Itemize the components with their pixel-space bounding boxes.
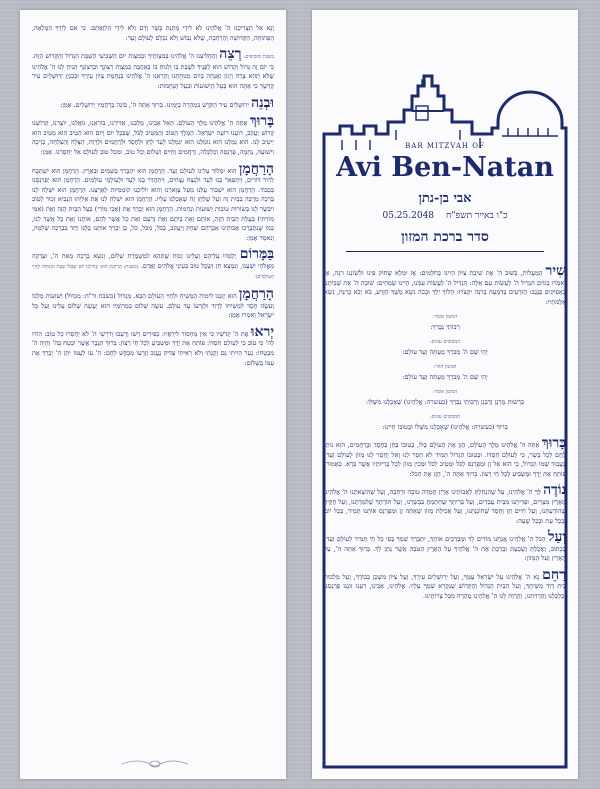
honoree-name: Avi Ben-Natan xyxy=(336,152,554,183)
honoree-hebrew-name: אבי בן-נתן xyxy=(418,191,472,206)
left-paragraph-5: בַּמָּרוֹם יְלַמְּדוּ עֲלֵיהֶם וְעָלֵינוּ זְכוּת שֶׁתְּהֵא לְמִשְׁמֶרֶת שָׁלוֹם, וְנִשָּׂא בְרָכָה מֵאֵת ה', וּצְדָקָה מֵאֱלֹהֵי יִשְׁעֵנוּ, וְנִמְצָא חֵן וְשֵׂכֶל טוֹב בְּעֵינֵי אֱלֹהִים וְאָדָם. (בשבת: הָרַחֲמָן הוּא יַנְחִילֵנוּ יוֹם שֶׁכֻּלּוֹ שַׁבָּת וּמְנוּחָה לְחַיֵּי הָעוֹלָמִים) xyxy=(32,246,274,281)
right-paragraph-3: המזמן חוזר: יְהִי שֵׁם ה' מְבֹרָךְ מֵעַתָּה וְעַד עוֹלָם: xyxy=(402,364,488,381)
left-paragraph-0: וְנָא אַל תַּצְרִיכֵנוּ ה' אֱלֹהֵינוּ לֹא לִידֵי מַתְּנַת בָּשָׂר וָדָם וְלֹא לִידֵי הַלְוָאָתָם. כִּי אִם לְיָדְךָ הַמְּלֵאָה, הַפְּתוּחָה, הַקְּדוֹשָׁה וְהָרְחָבָה, שֶׁלֹּא נֵבוֹשׁ וְלֹא נִכָּלֵם לְעוֹלָם וָעֶד: xyxy=(32,24,274,42)
right-card xyxy=(312,10,578,779)
right-text-block xyxy=(324,263,566,607)
right-paragraph-4: המזמן אומר: בִּרְשׁוּת מָרָנָן וְרַבָּנָן וְרַבּוֹתַי נְבָרֵךְ (בעשרה: אֱלֹהֵינוּ) שֶׁאָכַלְנוּ מִשֶּׁלּוֹ: xyxy=(365,389,525,406)
hebrew-date: כ"ו באייר תשפ"ח xyxy=(446,211,508,221)
right-paragraph-0: שִׁיר הַמַּעֲלוֹת, בְּשׁוּב ה' אֶת שִׁיבַת צִיּוֹן הָיִינוּ כְּחֹלְמִים: אָז יִמָּלֵא שְׂחוֹק פִּינוּ וּלְשׁוֹנֵנוּ רִנָּה, אָז יֹאמְרוּ בַגּוֹיִם הִגְדִּיל ה' לַעֲשׂוֹת עִם אֵלֶּה: הִגְדִּיל ה' לַעֲשׂוֹת עִמָּנוּ, הָיִינוּ שְׂמֵחִים: שׁוּבָה ה' אֶת שְׁבִיתֵנוּ כַּאֲפִיקִים בַּנֶּגֶב: הַזֹּרְעִים בְּדִמְעָה בְּרִנָּה יִקְצֹרוּ: הָלוֹךְ יֵלֵךְ וּבָכֹה נֹשֵׂא מֶשֶׁךְ הַזָּרַע, בֹּא יָבֹא בְרִנָּה, נֹשֵׂא אֲלֻמֹּתָיו: xyxy=(324,263,566,306)
right-paragraph-6: בָּרוּךְ אַתָּה ה' אֱלֹהֵינוּ מֶלֶךְ הָעוֹלָם, הַזָּן אֶת הָעוֹלָם כֻּלּוֹ, בְּטוּבוֹ בְּחֵן בְּחֶסֶד וּבְרַחֲמִים, הוּא נוֹתֵן לֶחֶם לְכָל בָּשָׂר, כִּי לְעוֹלָם חַסְדּוֹ. וּבְטוּבוֹ הַגָּדוֹל תָּמִיד לֹא חָסַר לָנוּ וְאַל יֶחְסַר לָנוּ מָזוֹן לְעוֹלָם וָעֶד, בַּעֲבוּר שְׁמוֹ הַגָּדוֹל, כִּי הוּא אֵל זָן וּמְפַרְנֵס לַכֹּל וּמֵטִיב לַכֹּל וּמֵכִין מָזוֹן לְכָל בְּרִיּוֹתָיו אֲשֶׁר בָּרָא. כָּאָמוּר, פּוֹתֵחַ אֶת יָדֶךָ וּמַשְׂבִּיעַ לְכָל חַי רָצוֹן. בָּרוּךְ אַתָּה ה', הַזָּן אֶת הַכֹּל: xyxy=(324,435,566,478)
left-paragraph-3: בָּרוּךְ אַתָּה ה' אֱלֹהֵינוּ מֶלֶךְ הָעוֹלָם. הָאֵל אָבִינוּ, מַלְכֵּנוּ, אַדִּירֵנוּ, בּוֹרְאֵנוּ, גּוֹאֲלֵנוּ, יוֹצְרֵנוּ, קְדוֹשֵׁנוּ קְדוֹשׁ יַעֲקֹב, רוֹעֵנוּ רוֹעֵה יִשְׂרָאֵל. הַמֶּלֶךְ הַטּוֹב וְהַמֵּטִיב לַכֹּל, שֶׁבְּכָל יוֹם וָיוֹם הוּא הֵטִיב הוּא מֵטִיב הוּא יֵיטִיב לָנוּ. הוּא גְמָלָנוּ הוּא גוֹמְלֵנוּ הוּא יִגְמְלֵנוּ לָעַד לְחֵן וּלְחֶסֶד וּלְרַחֲמִים וּלְרֶוַח, הַצָּלָה וְהַצְלָחָה, בְּרָכָה וִישׁוּעָה, נֶחָמָה, פַּרְנָסָה וְכַלְכָּלָה, וְרַחֲמִים וְחַיִּים וְשָׁלוֹם וְכָל טוֹב, וּמִכָּל טוּב לְעוֹלָם אַל יְחַסְּרֵנוּ. אָמֵן: xyxy=(32,113,274,156)
left-card xyxy=(20,10,286,779)
subtitle: BAR MITZVAH OF xyxy=(405,142,485,150)
left-paragraph-1: בשבת מוסיפים: רְצֵה וְהַחֲלִיצֵנוּ ה' אֱלֹהֵינוּ בְּמִצְוֹתֶיךָ וּבְמִצְוַת יוֹם הַשְּׁבִיעִי הַשַּׁבָּת הַגָּדוֹל וְהַקָּדוֹשׁ הַזֶּה. כִּי יוֹם זֶה גָּדוֹל וְקָדוֹשׁ הוּא לְפָנֶיךָ לִשְׁבָּת בּוֹ וְלָנוּחַ בּוֹ בְּאַהֲבָה כְּמִצְוַת רְצוֹנֶךָ וּבִרְצוֹנְךָ הָנִיחַ לָנוּ ה' אֱלֹהֵינוּ שֶׁלֹּא תְהֵא צָרָה וְיָגוֹן וַאֲנָחָה בְּיוֹם מְנוּחָתֵנוּ וְהַרְאֵנוּ ה' אֱלֹהֵינוּ בְּנֶחָמַת צִיּוֹן עִירֶךָ וּבְבִנְיַן יְרוּשָׁלַיִם עִיר קָדְשֶׁךָ כִּי אַתָּה הוּא בַּעַל הַיְשׁוּעוֹת וּבַעַל הַנֶּחָמוֹת: xyxy=(32,46,274,90)
event-date-line xyxy=(312,210,578,221)
left-paragraph-2: וּבְנֵה יְרוּשָׁלַיִם עִיר הַקֹּדֶשׁ בִּמְהֵרָה בְיָמֵינוּ. בָּרוּךְ אַתָּה ה', בּוֹנֵה בְרַחֲמָיו יְרוּשָׁלָיִם. אָמֵן: xyxy=(60,94,274,111)
booklet-title: סדר ברכת המזון xyxy=(401,229,489,245)
right-paragraph-2: המסובים עונים: יְהִי שֵׁם ה' מְבֹרָךְ מֵעַתָּה וְעַד עוֹלָם: xyxy=(402,339,488,356)
right-paragraph-1: המזמן אומר: רַבּוֹתַי נְבָרֵךְ: xyxy=(430,314,460,331)
gregorian-date: 05.25.2048 xyxy=(382,211,435,221)
flourish-ornament-icon xyxy=(120,758,190,770)
left-paragraph-6: הָרַחֲמָן הוּא יְזַכֵּנוּ לִימוֹת הַמָּשִׁיחַ וּלְחַיֵּי הָעוֹלָם הַבָּא. מִגְדּוֹל (בשבת ור"ח: מִגְדּוֹל) יְשׁוּעוֹת מַלְכּוֹ וְעֹשֶׂה חֶסֶד לִמְשִׁיחוֹ לְדָוִד וּלְזַרְעוֹ עַד עוֹלָם. עֹשֶׂה שָׁלוֹם בִּמְרוֹמָיו הוּא יַעֲשֶׂה שָׁלוֹם עָלֵינוּ וְעַל כָּל יִשְׂרָאֵל וְאִמְרוּ אָמֵן: xyxy=(32,286,274,320)
left-paragraph-4: הָרַחֲמָן הוּא יִמְלוֹךְ עָלֵינוּ לְעוֹלָם וָעֶד. הָרַחֲמָן הוּא יִתְבָּרַךְ בַּשָּׁמַיִם וּבָאָרֶץ. הָרַחֲמָן הוּא יִשְׁתַּבַּח לְדוֹר דּוֹרִים, וְיִתְפָּאַר בָּנוּ לָעַד וּלְנֵצַח נְצָחִים, וְיִתְהַדַּר בָּנוּ לָעַד וּלְעוֹלְמֵי עוֹלָמִים. הָרַחֲמָן הוּא יְפַרְנְסֵנוּ בְּכָבוֹד. הָרַחֲמָן הוּא יִשְׁבּוֹר עֻלֵּנוּ מֵעַל צַוָּארֵנוּ וְהוּא יוֹלִיכֵנוּ קוֹמְמִיּוּת לְאַרְצֵנוּ. הָרַחֲמָן הוּא יִשְׁלַח לָנוּ בְּרָכָה מְרֻבָּה בְּבַיִת זֶה וְעַל שֻׁלְחָן זֶה שֶׁאָכַלְנוּ עָלָיו. הָרַחֲמָן הוּא יִשְׁלַח לָנוּ אֶת אֵלִיָּהוּ הַנָּבִיא זָכוּר לַטּוֹב וִיבַשֶּׂר לָנוּ בְּשׂוֹרוֹת טוֹבוֹת יְשׁוּעוֹת וְנֶחָמוֹת. הָרַחֲמָן הוּא יְבָרֵךְ אֶת (אָבִי מוֹרִי) בַּעַל הַבַּיִת הַזֶּה וְאֶת (אִמִּי מוֹרָתִי) בַּעֲלַת הַבַּיִת הַזֶּה, אוֹתָם וְאֶת בֵּיתָם וְאֶת זַרְעָם וְאֶת כָּל אֲשֶׁר לָהֶם, אוֹתָנוּ וְאֶת כָּל אֲשֶׁר לָנוּ, כְּמוֹ שֶׁנִּתְבָּרְכוּ אֲבוֹתֵינוּ אַבְרָהָם יִצְחָק וְיַעֲקֹב, בַּכֹּל, מִכֹּל, כֹּל, כֵּן יְבָרֵךְ אוֹתָנוּ כֻּלָּנוּ יַחַד בִּבְרָכָה שְׁלֵמָה, וְנֹאמַר אָמֵן: xyxy=(32,160,274,242)
left-text-block xyxy=(32,24,274,374)
right-paragraph-5: המסובים עונים: בָּרוּךְ (בעשרה: אֱלֹהֵינוּ) שֶׁאָכַלְנוּ מִשֶּׁלּוֹ וּבְטוּבוֹ חָיִינוּ: xyxy=(382,414,508,431)
right-paragraph-8: וְעַל הַכֹּל ה' אֱלֹהֵינוּ אֲנַחְנוּ מוֹדִים לָךְ וּמְבָרְכִים אוֹתָךְ, יִתְבָּרַךְ שִׁמְךָ בְּפִי כָּל חַי תָּמִיד לְעוֹלָם וָעֶד. כַּכָּתוּב, וְאָכַלְתָּ וְשָׂבָעְתָּ וּבֵרַכְתָּ אֶת ה' אֱלֹהֶיךָ עַל הָאָרֶץ הַטֹּבָה אֲשֶׁר נָתַן לָךְ. בָּרוּךְ אַתָּה ה', עַל הָאָרֶץ וְעַל הַמָּזוֹן: xyxy=(324,529,566,562)
left-paragraph-7: יְראוּ אֶת ה' קְדֹשָׁיו כִּי אֵין מַחְסוֹר לִירֵאָיו: כְּפִירִים רָשׁוּ וְרָעֵבוּ וְדֹרְשֵׁי ה' לֹא יַחְסְרוּ כָל טוֹב: הוֹדוּ לַה' כִּי טוֹב כִּי לְעוֹלָם חַסְדּוֹ: פּוֹתֵחַ אֶת יָדֶךָ וּמַשְׂבִּיעַ לְכָל חַי רָצוֹן: בָּרוּךְ הַגֶּבֶר אֲשֶׁר יִבְטַח בַּה' וְהָיָה ה' מִבְטַחוֹ: נַעַר הָיִיתִי גַם זָקַנְתִּי וְלֹא רָאִיתִי צַדִּיק נֶעֱזָב וְזַרְעוֹ מְבַקֶּשׁ לָחֶם: ה' עֹז לְעַמּוֹ יִתֵּן ה' יְבָרֵךְ אֶת עַמּוֹ בַשָּׁלוֹם: xyxy=(32,323,274,367)
right-paragraph-7: נוֹדֶה לְּךָ ה' אֱלֹהֵינוּ, עַל שֶׁהִנְחַלְתָּ לַאֲבוֹתֵינוּ אֶרֶץ חֶמְדָּה טוֹבָה וּרְחָבָה, וְעַל שֶׁהוֹצֵאתָנוּ ה' אֱלֹהֵינוּ מֵאֶרֶץ מִצְרַיִם, וּפְדִיתָנוּ מִבֵּית עֲבָדִים, וְעַל בְּרִיתְךָ שֶׁחָתַמְתָּ בִּבְשָׂרֵנוּ, וְעַל תּוֹרָתְךָ שֶׁלִּמַּדְתָּנוּ, וְעַל חֻקֶּיךָ שֶׁהוֹדַעְתָּנוּ, וְעַל חַיִּים חֵן וָחֶסֶד שֶׁחוֹנַנְתָּנוּ, וְעַל אֲכִילַת מָזוֹן שָׁאַתָּה זָן וּמְפַרְנֵס אוֹתָנוּ תָּמִיד, בְּכָל יוֹם וּבְכָל עֵת וּבְכָל שָׁעָה: xyxy=(324,482,566,525)
title-divider xyxy=(346,251,544,252)
right-paragraph-9: רַחֵם נָא ה' אֱלֹהֵינוּ עַל יִשְׂרָאֵל עַמֶּךָ, וְעַל יְרוּשָׁלַיִם עִירֶךָ, וְעַל צִיּוֹן מִשְׁכַּן כְּבוֹדֶךָ, וְעַל מַלְכוּת בֵּית דָּוִד מְשִׁיחֶךָ, וְעַל הַבַּיִת הַגָּדוֹל וְהַקָּדוֹשׁ שֶׁנִּקְרָא שִׁמְךָ עָלָיו. אֱלֹהֵינוּ, אָבִינוּ, רְעֵנוּ זוּנֵנוּ פַּרְנְסֵנוּ וְכַלְכְּלֵנוּ וְהַרְוִיחֵנוּ, וְהַרְוַח לָנוּ ה' אֱלֹהֵינוּ מְהֵרָה מִכָּל צָרוֹתֵינוּ. xyxy=(324,566,566,600)
